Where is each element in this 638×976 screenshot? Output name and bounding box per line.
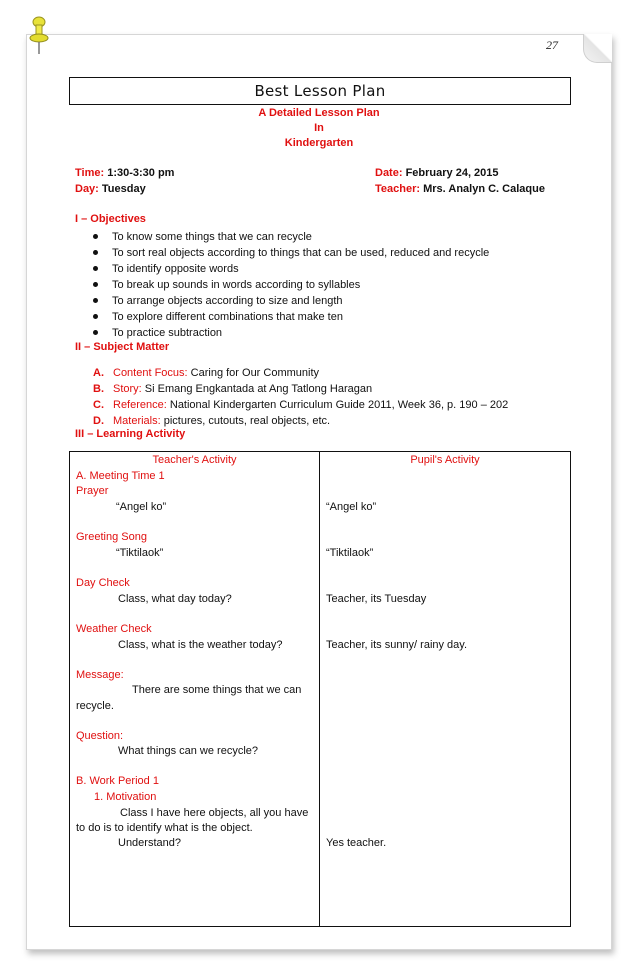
list-item: To know some things that we can recycle (92, 229, 489, 245)
day-info: Day: Tuesday (75, 183, 146, 195)
subtitle-line-2: In (314, 122, 324, 134)
date-info: Date: February 24, 2015 (375, 167, 499, 179)
list-item: To break up sounds in words according to syllables (92, 277, 489, 293)
time-info: Time: 1:30-3:30 pm (75, 167, 175, 179)
list-item: To arrange objects according to size and length (92, 293, 489, 309)
motivation-text-line-1: Class I have here objects, all you have (120, 807, 309, 819)
prayer-text: “Angel ko” (116, 501, 167, 513)
list-item: C. Reference: National Kindergarten Curriculum Guide 2011, Week 36, p. 190 – 202 (93, 399, 509, 411)
message-text-line-2: recycle. (76, 700, 114, 712)
message-text-line-1: There are some things that we can (132, 684, 302, 696)
list-item: To practice subtraction (92, 325, 489, 341)
learning-activity-heading: III – Learning Activity (75, 428, 186, 440)
page-title: Best Lesson Plan (254, 82, 386, 100)
list-item: B. Story: Si Emang Engkantada at Ang Tatlong Haragan (93, 383, 373, 395)
subtitle-line-1: A Detailed Lesson Plan (258, 107, 380, 119)
list-item: To sort real objects according to things that can be used, reduced and recycle (92, 245, 489, 261)
teacher-column-header: Teacher's Activity (152, 454, 237, 466)
prayer-response: “Angel ko” (326, 501, 377, 513)
pupil-column-header: Pupil's Activity (410, 454, 480, 466)
weather-check-response: Teacher, its sunny/ rainy day. (326, 639, 468, 651)
motivation-text-line-3: Understand? (118, 837, 181, 849)
objectives-list (92, 229, 489, 341)
question-text: What things can we recycle? (118, 745, 259, 757)
greeting-song-response: “Tiktilaok” (326, 547, 374, 559)
objectives-heading: I – Objectives (75, 213, 146, 225)
day-check-text: Class, what day today? (118, 593, 232, 605)
page-curl (583, 34, 612, 63)
question-label: Question: (76, 730, 124, 742)
meeting-time-label: A. Meeting Time 1 (76, 470, 165, 482)
motivation-response: Yes teacher. (326, 837, 387, 849)
weather-check-label: Weather Check (76, 623, 152, 635)
list-item: To explore different combinations that make ten (92, 309, 489, 325)
column-divider (319, 452, 320, 926)
teacher-info: Teacher: Mrs. Analyn C. Calaque (375, 183, 545, 195)
list-item: To identify opposite words (92, 261, 489, 277)
greeting-song-text: “Tiktilaok” (116, 547, 164, 559)
day-check-response: Teacher, its Tuesday (326, 593, 427, 605)
prayer-label: Prayer (76, 485, 109, 497)
subject-matter-heading: II – Subject Matter (75, 341, 170, 353)
weather-check-text: Class, what is the weather today? (118, 639, 283, 651)
list-item: A. Content Focus: Caring for Our Community (93, 367, 320, 379)
motivation-text-line-2: to do is to identify what is the object. (76, 822, 253, 834)
work-period-label: B. Work Period 1 (76, 775, 159, 787)
list-item: D. Materials: pictures, cutouts, real objects, etc. (93, 415, 331, 427)
subject-matter-list (93, 365, 508, 429)
motivation-label: 1. Motivation (94, 791, 157, 803)
activity-table (69, 451, 571, 927)
pushpin-icon (26, 16, 52, 56)
subtitle-line-3: Kindergarten (284, 137, 354, 149)
message-label: Message: (76, 669, 124, 681)
page-number: 27 (546, 38, 558, 52)
greeting-song-label: Greeting Song (76, 531, 147, 543)
day-check-label: Day Check (76, 577, 130, 589)
title-box (69, 77, 571, 105)
